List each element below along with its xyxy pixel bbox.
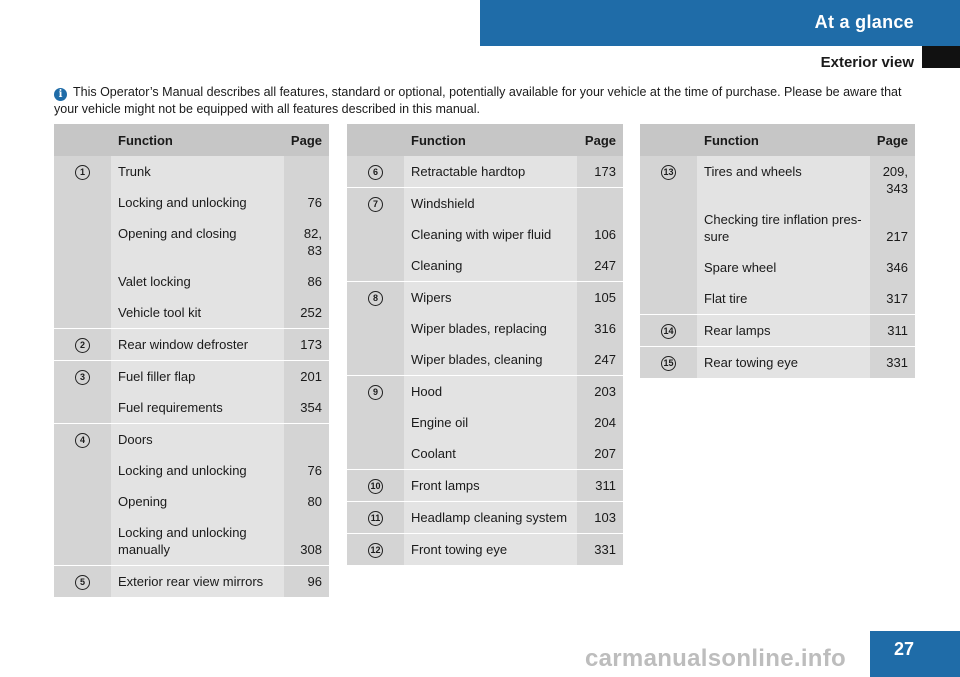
header-page: Page: [577, 124, 623, 156]
function-cell: Locking and unlocking: [111, 187, 284, 218]
circled-number-icon: 2: [75, 338, 90, 353]
function-cell: Opening: [111, 486, 284, 517]
function-cell: Locking and unlocking: [111, 455, 284, 486]
function-cell: Opening and closing: [111, 218, 284, 266]
page-cell: 331: [577, 534, 623, 566]
page-cell: 308: [284, 517, 329, 566]
page-cell: 217: [870, 204, 915, 252]
item-number: [54, 566, 111, 598]
function-cell: Cleaning: [404, 250, 577, 282]
table-row: [347, 188, 623, 220]
section-title: At a glance: [814, 12, 914, 32]
page-cell: [284, 424, 329, 456]
item-number: [640, 156, 697, 315]
page-cell: 173: [284, 329, 329, 361]
function-cell: Windshield: [404, 188, 577, 220]
circled-number-icon: 8: [368, 291, 383, 306]
function-cell: Flat tire: [697, 283, 870, 315]
table-row: [347, 502, 623, 534]
item-number: [54, 424, 111, 566]
item-number: [640, 315, 697, 347]
function-cell: Spare wheel: [697, 252, 870, 283]
info-note: [54, 84, 914, 118]
item-number: [54, 156, 111, 329]
item-number: [347, 156, 404, 188]
page-cell: 82, 83: [284, 218, 329, 266]
page-subtitle: Exterior view: [820, 54, 914, 71]
page-cell: 252: [284, 297, 329, 329]
function-cell: Rear towing eye: [697, 347, 870, 379]
page-cell: 311: [870, 315, 915, 347]
function-cell: Vehicle tool kit: [111, 297, 284, 329]
table-row: [54, 361, 329, 393]
circled-number-icon: 12: [368, 543, 383, 558]
function-cell: Front lamps: [404, 470, 577, 502]
function-cell: Hood: [404, 376, 577, 408]
function-cell: Retractable hardtop: [404, 156, 577, 188]
function-cell: Fuel requirements: [111, 392, 284, 424]
page-cell: 311: [577, 470, 623, 502]
table-row: [347, 282, 623, 314]
table-row: [640, 347, 915, 379]
page-number: 27: [893, 639, 914, 659]
function-cell: Coolant: [404, 438, 577, 470]
table-row: [54, 566, 329, 598]
page-cell: 80: [284, 486, 329, 517]
watermark: carmanualsonline.info: [585, 645, 847, 672]
function-cell: Trunk: [111, 156, 284, 187]
circled-number-icon: 5: [75, 575, 90, 590]
header-bar: [480, 0, 960, 46]
page-number-box: [870, 631, 960, 677]
function-cell: Front towing eye: [404, 534, 577, 566]
item-number: [347, 470, 404, 502]
page-cell: 105: [577, 282, 623, 314]
function-table: [347, 124, 623, 566]
page-cell: [284, 156, 329, 187]
page-cell: 86: [284, 266, 329, 297]
item-number: [54, 329, 111, 361]
item-number: [347, 188, 404, 282]
function-cell: Fuel filler flap: [111, 361, 284, 393]
header-function: Function: [111, 124, 284, 156]
page-cell: 317: [870, 283, 915, 315]
table-row: [54, 424, 329, 456]
function-cell: Wiper blades, replacing: [404, 313, 577, 344]
function-table-2: [347, 124, 623, 566]
table-row: [640, 315, 915, 347]
header-page: Page: [284, 124, 329, 156]
function-table: [640, 124, 915, 379]
page-cell: 173: [577, 156, 623, 188]
page-cell: [577, 188, 623, 220]
function-cell: Tires and wheels: [697, 156, 870, 204]
table-row: [640, 156, 915, 204]
page-cell: 76: [284, 455, 329, 486]
function-cell: Wiper blades, cleaning: [404, 344, 577, 376]
page-cell: 76: [284, 187, 329, 218]
header-function: Function: [697, 124, 870, 156]
function-cell: Wipers: [404, 282, 577, 314]
page-cell: 201: [284, 361, 329, 393]
circled-number-icon: 10: [368, 479, 383, 494]
function-cell: Valet locking: [111, 266, 284, 297]
item-number: [347, 502, 404, 534]
page-cell: 204: [577, 407, 623, 438]
circled-number-icon: 4: [75, 433, 90, 448]
table-row: [347, 534, 623, 566]
page-cell: 346: [870, 252, 915, 283]
header-num: [640, 124, 697, 156]
table-row: [347, 470, 623, 502]
item-number: [347, 282, 404, 376]
circled-number-icon: 6: [368, 165, 383, 180]
table-row: [54, 329, 329, 361]
circled-number-icon: 3: [75, 370, 90, 385]
function-cell: Rear window defroster: [111, 329, 284, 361]
info-text: This Operator’s Manual describes all features, standard or optional, potentially available for your vehicle at the time of purchase. Please be aware that your vehicle might not be equipped with all features described in this manual.: [54, 85, 902, 116]
header-function: Function: [404, 124, 577, 156]
item-number: [347, 534, 404, 566]
circled-number-icon: 14: [661, 324, 676, 339]
function-cell: Doors: [111, 424, 284, 456]
function-cell: Checking tire inflation pres- sure: [697, 204, 870, 252]
circled-number-icon: 13: [661, 165, 676, 180]
circled-number-icon: 1: [75, 165, 90, 180]
table-row: [347, 156, 623, 188]
info-icon: i: [54, 88, 67, 101]
page-cell: 103: [577, 502, 623, 534]
circled-number-icon: 15: [661, 356, 676, 371]
page-cell: 354: [284, 392, 329, 424]
circled-number-icon: 11: [368, 511, 383, 526]
function-cell: Rear lamps: [697, 315, 870, 347]
function-cell: Engine oil: [404, 407, 577, 438]
page-cell: 203: [577, 376, 623, 408]
page-cell: 207: [577, 438, 623, 470]
page-cell: 247: [577, 344, 623, 376]
function-cell: Locking and unlocking manually: [111, 517, 284, 566]
function-table: [54, 124, 329, 598]
page-cell: 209, 343: [870, 156, 915, 204]
function-cell: Cleaning with wiper fluid: [404, 219, 577, 250]
table-row: [54, 156, 329, 187]
header-num: [54, 124, 111, 156]
function-table-3: [640, 124, 915, 379]
page-cell: 106: [577, 219, 623, 250]
table-row: [347, 376, 623, 408]
page-cell: 331: [870, 347, 915, 379]
function-cell: Exterior rear view mirrors: [111, 566, 284, 598]
function-cell: Headlamp cleaning system: [404, 502, 577, 534]
circled-number-icon: 7: [368, 197, 383, 212]
page-cell: 247: [577, 250, 623, 282]
item-number: [640, 347, 697, 379]
header-page: Page: [870, 124, 915, 156]
item-number: [54, 361, 111, 424]
circled-number-icon: 9: [368, 385, 383, 400]
function-table-1: [54, 124, 329, 598]
item-number: [347, 376, 404, 470]
header-num: [347, 124, 404, 156]
page-cell: 316: [577, 313, 623, 344]
section-tab: [922, 46, 960, 68]
page-cell: 96: [284, 566, 329, 598]
